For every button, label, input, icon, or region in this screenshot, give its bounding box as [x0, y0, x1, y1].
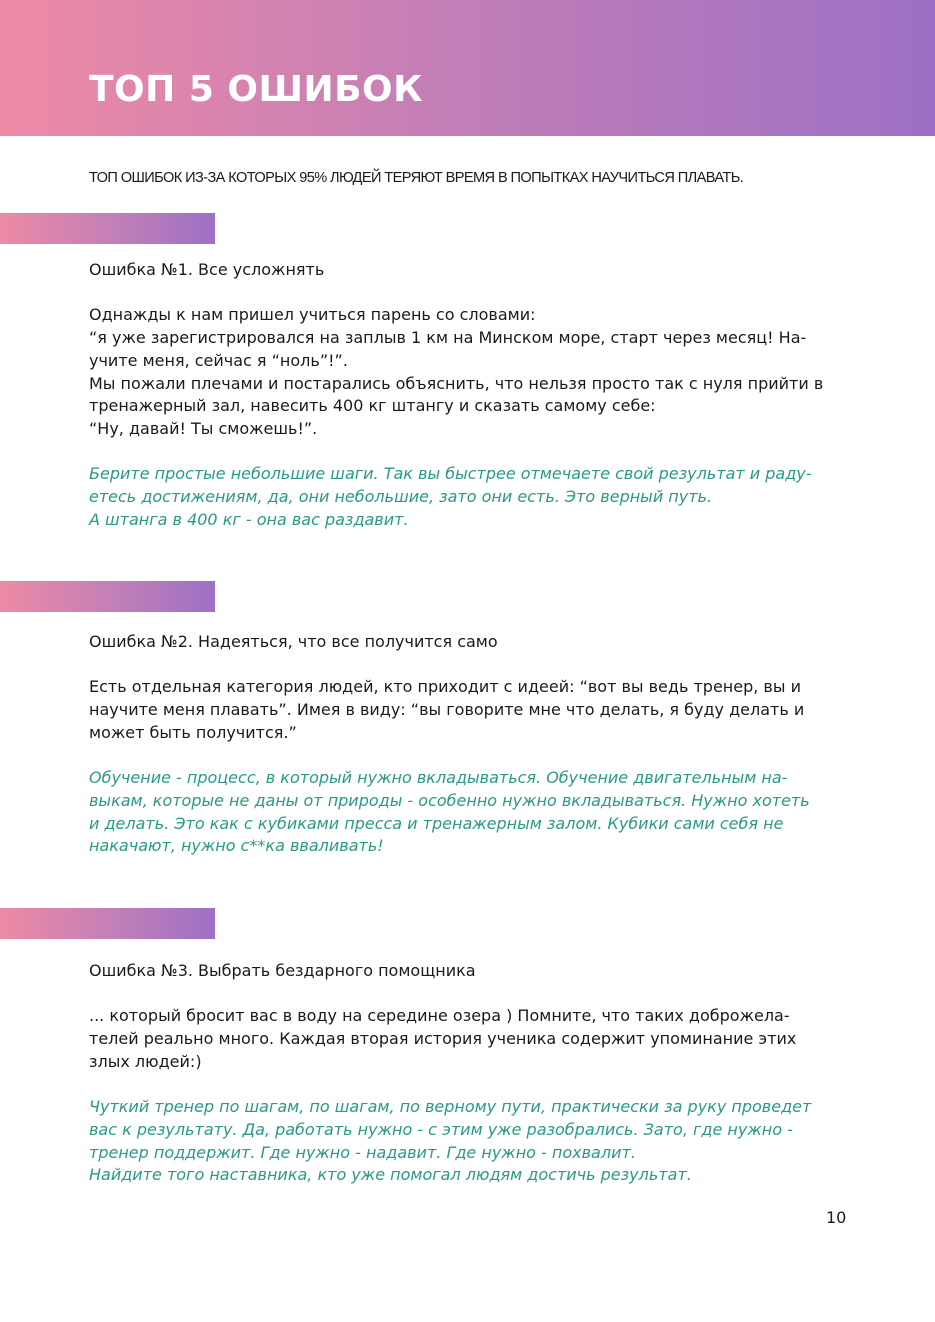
advice-line: Берите простые небольшие шаги. Так вы быстрее отмечаете свой результат и раду- [89, 464, 812, 484]
error-body-line: может быть получится.” [89, 722, 297, 742]
advice-line: Чуткий тренер по шагам, по шагам, по верному пути, практически за руку проведет [89, 1097, 812, 1117]
error-body-line: злых людей:) [89, 1051, 202, 1071]
advice-line: Обучение - процесс, в который нужно вкладываться. Обучение двигательным на- [89, 768, 788, 788]
error-heading: Ошибка №1. Все усложнять [89, 260, 325, 279]
error-body-line: Однажды к нам пришел учиться парень со словами: [89, 305, 536, 325]
page-subtitle: ТОП ОШИБОК ИЗ-ЗА КОТОРЫХ 95% ЛЮДЕЙ ТЕРЯЮТ ВРЕМЯ В ПОПЫТКАХ НАУЧИТЬСЯ ПЛАВАТЬ. [89, 170, 744, 186]
advice-line: вас к результату. Да, работать нужно - с этим уже разобрались. Зато, где нужно - [89, 1119, 793, 1139]
advice-line: А штанга в 400 кг - она вас раздавит. [89, 509, 409, 529]
error-heading: Ошибка №3. Выбрать бездарного помощника [89, 961, 476, 980]
error-body-line: ... который бросит вас в воду на середине озера ) Помните, что таких доброжела- [89, 1006, 790, 1026]
section-divider-bar [0, 213, 215, 244]
error-body-line: “я уже зарегистрировался на заплыв 1 км на Минском море, старт через месяц! На- [89, 328, 807, 348]
error-body-line: учите меня, сейчас я “ноль”!”. [89, 350, 348, 370]
advice-line: и делать. Это как с кубиками пресса и тренажерным залом. Кубики сами себя не [89, 813, 784, 833]
error-body-line: телей реально много. Каждая вторая история ученика содержит упоминание этих [89, 1029, 797, 1049]
error-body-line: “Ну, давай! Ты сможешь!”. [89, 418, 318, 438]
error-section-3 [89, 960, 859, 1187]
page-title: ТОП 5 ОШИБОК [89, 69, 424, 110]
advice-line: накачают, нужно с**ка вваливать! [89, 836, 384, 856]
header-banner [0, 0, 935, 136]
error-body-line: Есть отдельная категория людей, кто приходит с идеей: “вот вы ведь тренер, вы и [89, 677, 801, 697]
section-divider-bar [0, 581, 215, 612]
advice-line: выкам, которые не даны от природы - особенно нужно вкладываться. Нужно хотеть [89, 790, 810, 810]
error-body-line: тренажерный зал, навесить 400 кг штангу и сказать самому себе: [89, 396, 656, 416]
error-body-line: Мы пожали плечами и постарались объяснить, что нельзя просто так с нуля прийти в [89, 373, 824, 393]
error-section-2 [89, 631, 859, 858]
advice-line: етесь достижениям, да, они небольшие, зато они есть. Это верный путь. [89, 487, 713, 506]
error-heading: Ошибка №2. Надеяться, что все получится само [89, 632, 498, 651]
advice-line: тренер поддержит. Где нужно - надавит. Где нужно - похвалит. [89, 1142, 636, 1162]
advice-line: Найдите того наставника, кто уже помогал людям достичь результат. [89, 1165, 692, 1185]
error-section-1 [89, 259, 859, 531]
section-divider-bar [0, 908, 215, 939]
error-body-line: научите меня плавать”. Имея в виду: “вы говорите мне что делать, я буду делать и [89, 700, 805, 720]
page-number: 10 [826, 1208, 847, 1227]
